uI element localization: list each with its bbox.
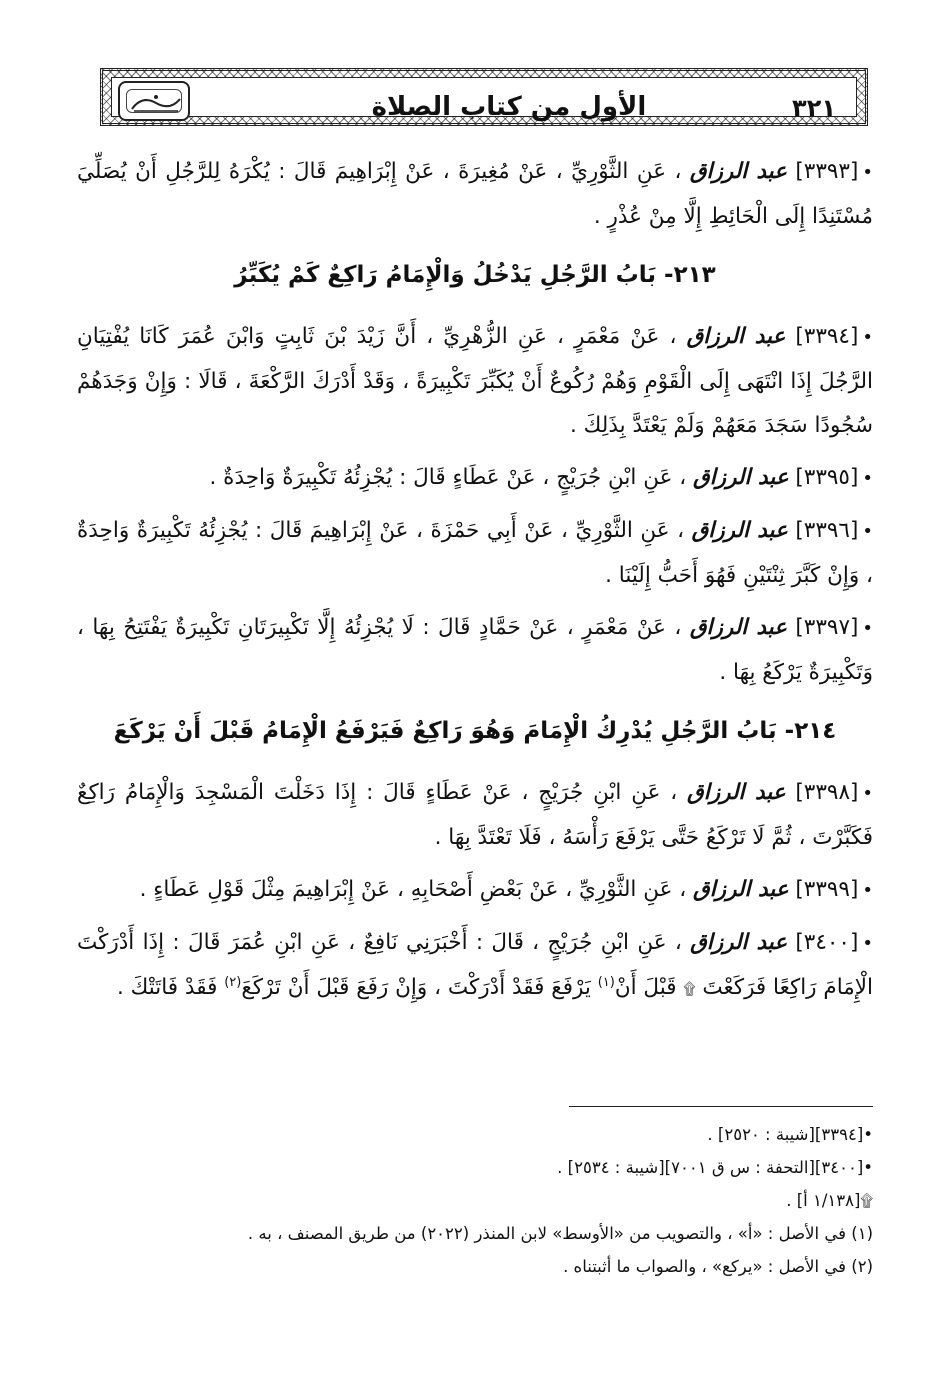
author-name: عبد الرزاق xyxy=(686,324,786,349)
running-head: الأول من كتاب الصلاة xyxy=(371,92,647,122)
bullet-icon: • xyxy=(862,521,873,542)
hadith-3395 xyxy=(77,456,873,501)
footnote-folio: ۩[١/١٣٨ أ] . xyxy=(786,1191,873,1210)
hadith-number: [٣٣٩٦] xyxy=(795,518,859,543)
footnote-source-3394: •[٣٣٩٤][شيبة : ٢٥٢٠] . xyxy=(707,1125,873,1144)
book-logo xyxy=(118,81,190,121)
bullet-icon: • xyxy=(862,327,873,348)
logo-ornament-icon xyxy=(128,91,184,115)
chapter-heading-213: ٢١٣- بَابُ الرَّجُلِ يَدْخُلُ وَالْإِمَامُ رَاكِعٌ كَمْ يُكَبِّرُ xyxy=(234,262,716,288)
main-text xyxy=(77,150,873,1019)
page-number: ٣٢١ xyxy=(792,94,836,122)
hadith-3393 xyxy=(77,150,873,239)
hadith-number: [٣٤٠٠] xyxy=(795,930,859,955)
author-name: عبد الرزاق xyxy=(687,780,786,805)
author-name: عبد الرزاق xyxy=(691,518,788,543)
chapter-heading-214: ٢١٤- بَابُ الرَّجُلِ يُدْرِكُ الْإِمَامَ وَهُوَ رَاكِعٌ فَيَرْفَعُ الْإِمَامُ قَبْلَ أَنْ يَرْكَعَ xyxy=(113,718,837,744)
hadith-number: [٣٣٩٤] xyxy=(795,324,859,349)
hadith-text: ، عَنْ مَعْمَرٍ ، عَنِ الزُّهْرِيِّ ، أَنَّ زَيْدَ بْنَ ثَابِتٍ وَابْنَ عُمَرَ كَانَا يُفْتِيَانِ الرَّجُلَ إِذَا انْتَهَى إِلَى الْقَوْمِ وَهُمْ رُكُوعٌ أَنْ يُكَبِّرَ تَكْبِيرَةً ، وَقَدْ أَدْرَكَ الرَّكْعَةَ ، قَالَا : وَإِنْ وَجَدَهُمْ سُجُودًا سَجَدَ مَعَهُمْ وَلَمْ يَعْتَدَّ بِذَلِكَ . xyxy=(77,324,873,438)
hadith-number: [٣٣٩٥] xyxy=(795,465,859,490)
hadith-text: ، عَنِ ابْنِ جُرَيْجٍ ، عَنْ عَطَاءٍ قَالَ : إِذَا دَخَلْتَ الْمَسْجِدَ وَالْإِمَامُ رَاكِعٌ فَكَبَّرْتَ ، ثُمَّ لَا تَرْكَعُ حَتَّى يَرْفَعَ رَأْسَهُ ، فَلَا تَعْتَدَّ بِهَا . xyxy=(77,780,873,850)
author-name: عبد الرزاق xyxy=(693,465,789,490)
header-frame xyxy=(111,77,857,122)
hadith-text: ، عَنِ ابْنِ جُرَيْجٍ ، عَنْ عَطَاءٍ قَالَ : يُجْزِئُهُ تَكْبِيرَةٌ وَاحِدَةٌ . xyxy=(209,465,687,490)
footnote-1: (١) في الأصل : «أ» ، والتصويب من «الأوسط» لابن المنذر (٢٠٢٢) من طريق المصنف ، به . xyxy=(247,1224,873,1243)
hadith-text: ، عَنِ الثَّوْرِيِّ ، عَنْ بَعْضِ أَصْحَابِهِ ، عَنْ إِبْرَاهِيمَ مِثْلَ قَوْلِ عَطَاءٍ . xyxy=(139,877,687,902)
bullet-icon: • xyxy=(862,162,873,183)
hadith-3399 xyxy=(77,868,873,913)
bullet-icon: • xyxy=(862,783,874,804)
hadith-3397 xyxy=(77,606,873,695)
hadith-text: فَقَدْ فَاتَتْكَ . xyxy=(117,975,218,1000)
hadith-3400 xyxy=(77,921,873,1011)
footnote-ref-1[interactable]: (١) xyxy=(597,974,615,990)
footnote-divider xyxy=(569,1106,873,1107)
hadith-number: [٣٣٩٣] xyxy=(795,159,859,184)
footnote-source-3400: •[٣٤٠٠][التحفة : س ق ٧٠٠١][شيبة : ٢٥٣٤] . xyxy=(557,1158,873,1177)
hadith-3394 xyxy=(77,315,873,448)
author-name: عبد الرزاق xyxy=(690,930,788,955)
footnote-ref-2[interactable]: (٢) xyxy=(224,974,242,990)
bullet-icon: • xyxy=(862,933,873,954)
folio-mark-icon: ۩ xyxy=(683,979,696,998)
hadith-text: ، عَنِ الثَّوْرِيِّ ، عَنْ مُغِيرَةَ ، عَنْ إِبْرَاهِيمَ قَالَ : يُكْرَهُ لِلرَّجُلِ أَنْ يُصَلِّيَ مُسْتَنِدًا إِلَى الْحَائِطِ إِلَّا مِنْ عُذْرٍ . xyxy=(77,159,873,229)
hadith-text: يَرْفَعَ فَقَدْ أَدْرَكْتَ ، وَإِنْ رَفَعَ قَبْلَ أَنْ تَرْكَعَ xyxy=(241,975,591,1000)
footnotes xyxy=(77,1118,873,1283)
hadith-number: [٣٣٩٩] xyxy=(795,877,859,902)
author-name: عبد الرزاق xyxy=(689,159,787,184)
hadith-text: ، عَنِ الثَّوْرِيِّ ، عَنْ أَبِي حَمْزَةَ ، عَنْ إِبْرَاهِيمَ قَالَ : يُجْزِئُهُ تَكْبِيرَةٌ وَاحِدَةٌ ، وَإِنْ كَبَّرَ ثِنْتَيْنِ فَهُوَ أَحَبُّ إِلَيْنَا . xyxy=(77,518,873,588)
hadith-text: ، عَنْ مَعْمَرٍ ، عَنْ حَمَّادٍ قَالَ : لَا يُجْزِئُهُ إِلَّا تَكْبِيرَتَانِ تَكْبِيرَةٌ يَفْتَتِحُ بِهَا ، وَتَكْبِيرَةٌ يَرْكَعُ بِهَا . xyxy=(77,615,873,685)
hadith-number: [٣٣٩٧] xyxy=(795,615,859,640)
author-name: عبد الرزاق xyxy=(689,615,787,640)
hadith-text: قَبْلَ أَنْ xyxy=(614,975,677,1000)
bullet-icon: • xyxy=(862,618,874,639)
bullet-icon: • xyxy=(862,880,873,901)
hadith-number: [٣٣٩٨] xyxy=(795,780,859,805)
hadith-3398 xyxy=(77,771,873,860)
hadith-3396 xyxy=(77,509,873,598)
hadith-text: ، عَنِ ابْنِ جُرَيْجٍ ، قَالَ : أَخْبَرَنِي نَافِعٌ ، عَنِ ابْنِ عُمَرَ قَالَ : إِذَا أَدْرَكْتَ الْإِمَامَ رَاكِعًا فَرَكَعْتَ xyxy=(77,930,873,1000)
page-header xyxy=(100,68,868,126)
footnote-2: (٢) في الأصل : «يركع» ، والصواب ما أثبتناه . xyxy=(563,1257,873,1276)
bullet-icon: • xyxy=(862,468,873,489)
author-name: عبد الرزاق xyxy=(693,877,789,902)
